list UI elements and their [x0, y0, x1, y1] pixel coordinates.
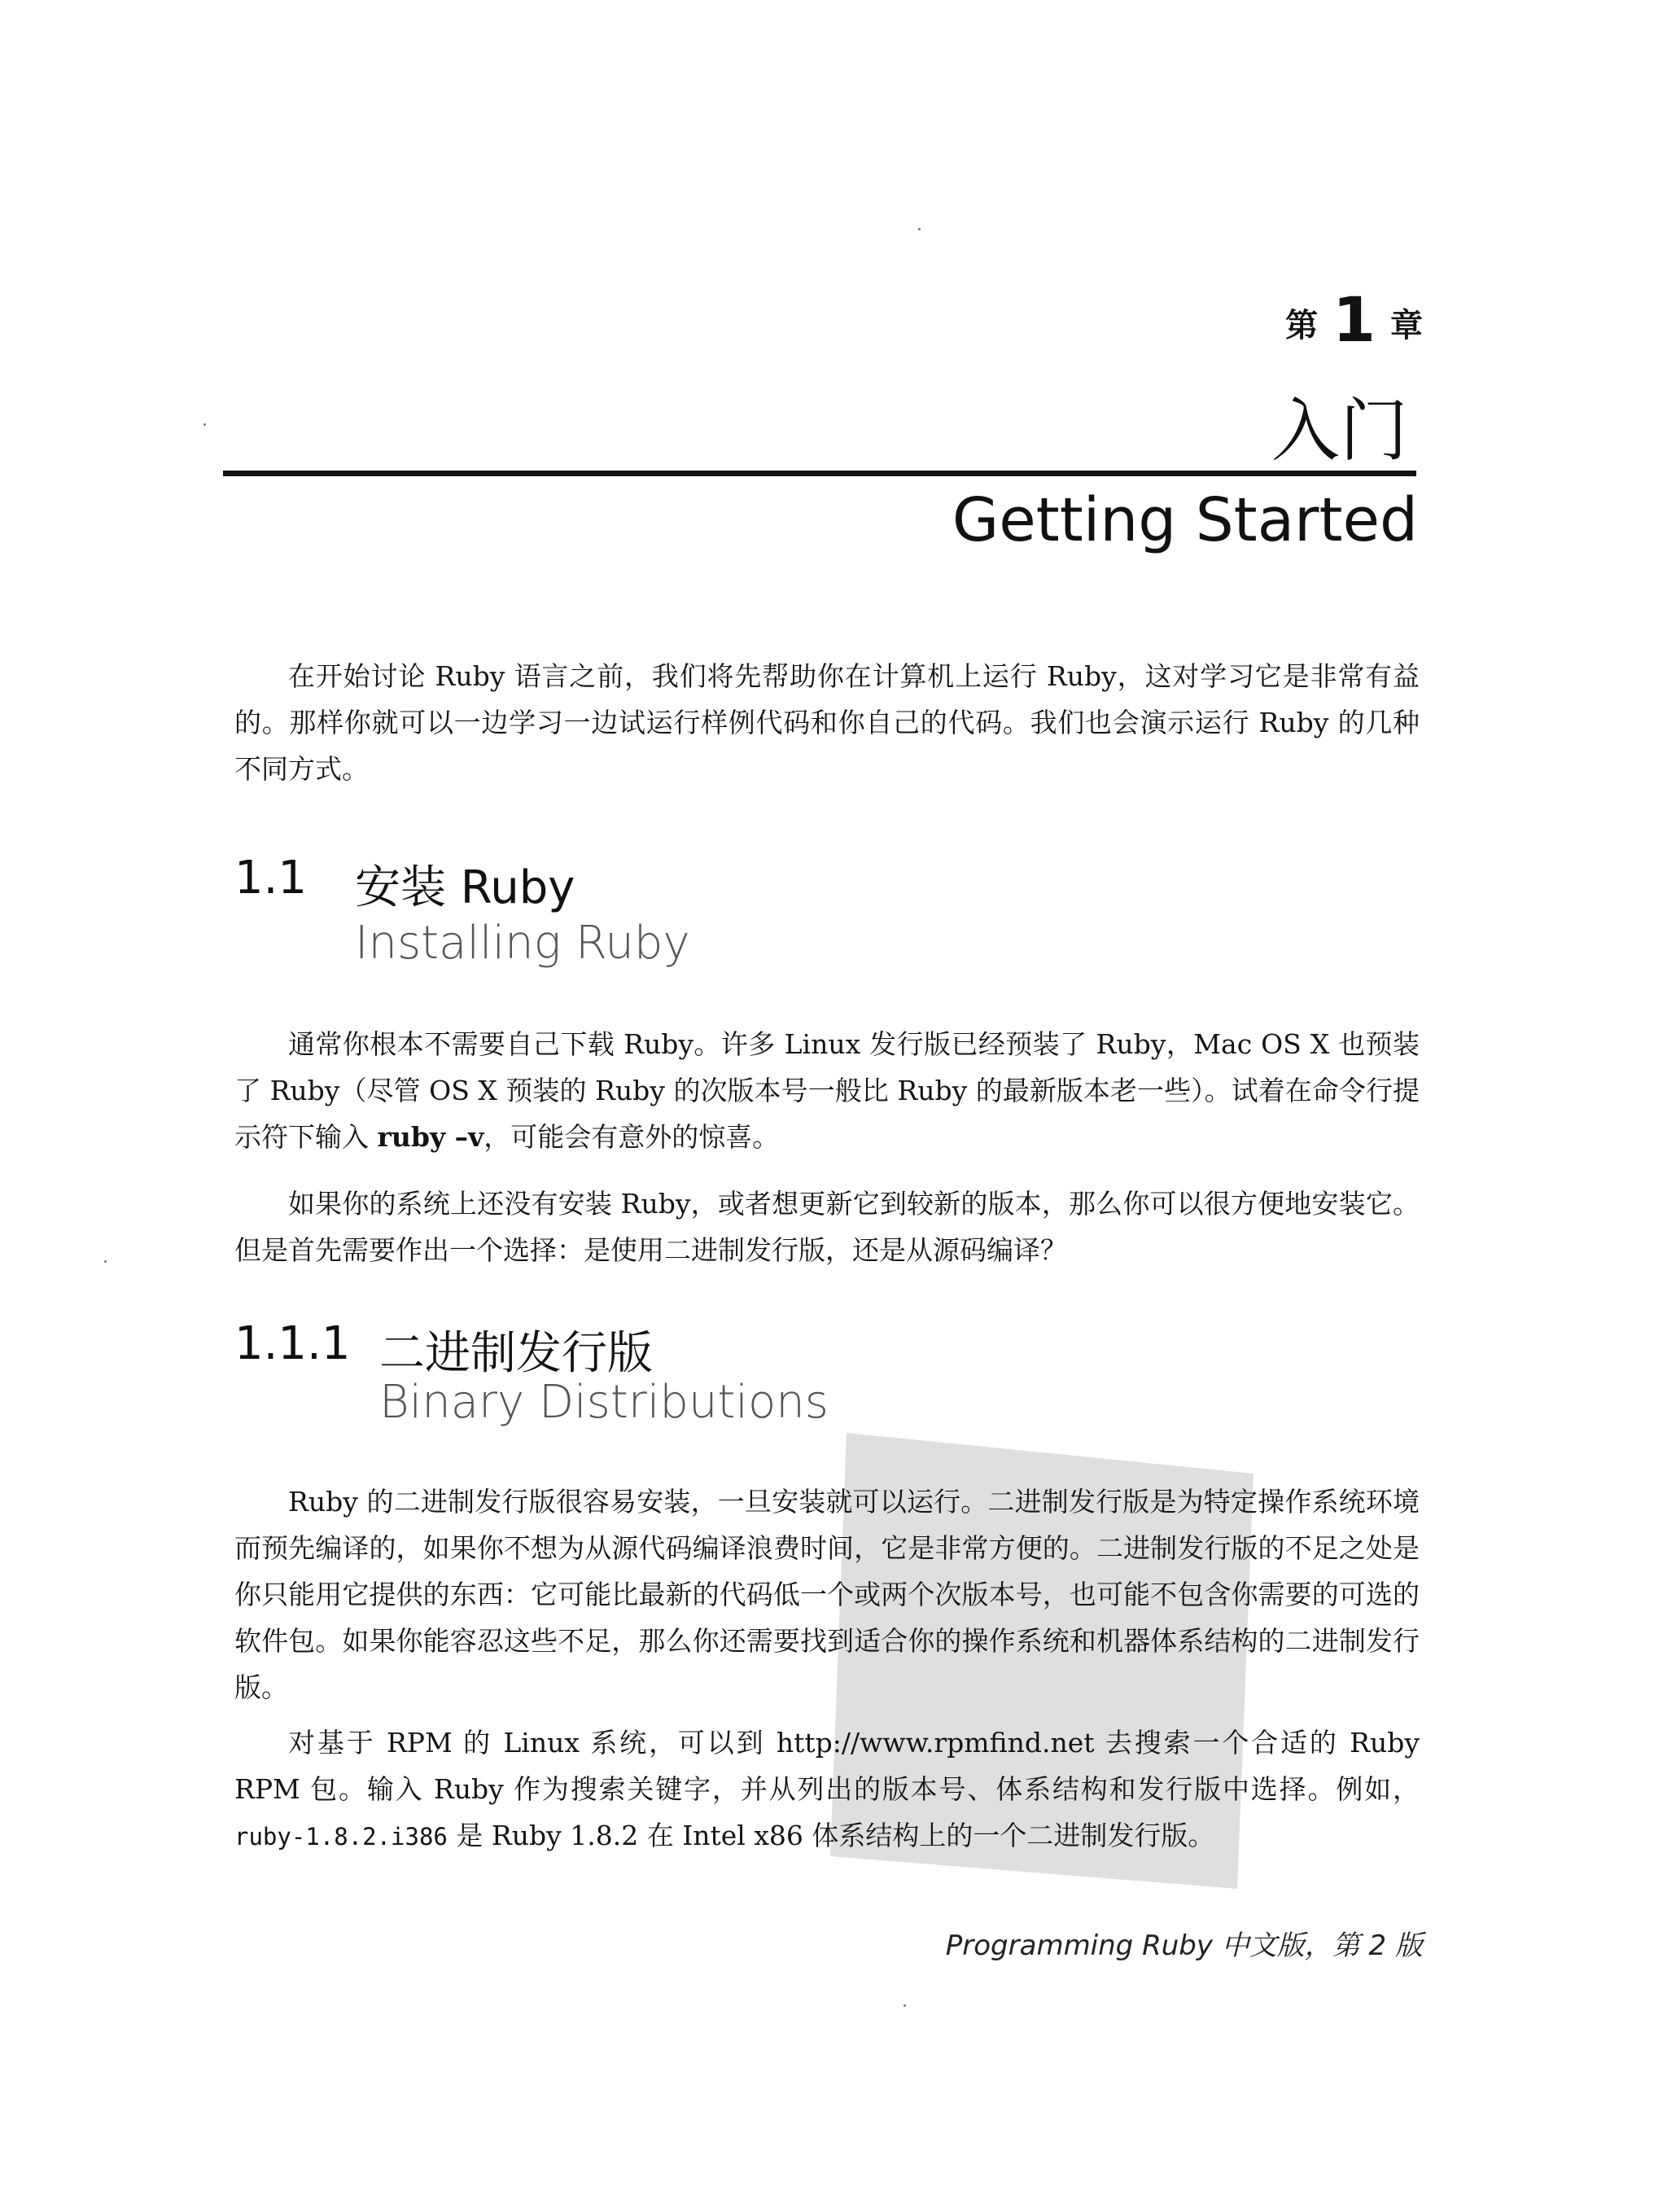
section-title-en: Installing Ruby	[355, 917, 690, 970]
section-title-cn: 安装 Ruby	[355, 861, 575, 914]
paragraph: 通常你根本不需要自己下载 Ruby。许多 Linux 发行版已经预装了 Ruby，Mac OS X 也预装了 Ruby（尽管 OS X 预装的 Ruby 的次版本号一般比 Ruby 的最新版本老一些）。试着在命令行提示符下输入 ruby –v，可能会有意外的惊喜。	[234, 1028, 1420, 1153]
paragraph: Ruby 的二进制发行版很容易安装，一旦安装就可以运行。二进制发行版是为特定操作系统环境而预先编译的，如果你不想为从源代码编译浪费时间，它是非常方便的。二进制发行版的不足之处是你只能用它提供的东西：它可能比最新的代码低一个或两个次版本号，也可能不包含你需要的可选的软件包。如果你能容忍这些不足，那么你还需要找到适合你的操作系统和机器体系结构的二进制发行版。	[234, 1486, 1420, 1703]
subsection-number: 1.1.1	[234, 1317, 351, 1370]
subsection-title-en: Binary Distributions	[379, 1376, 829, 1429]
paragraph: 如果你的系统上还没有安装 Ruby，或者想更新它到较新的版本，那么你可以很方便地安装它。但是首先需要作出一个选择：是使用二进制发行版，还是从源码编译？	[234, 1188, 1420, 1266]
page-footer: Programming Ruby 中文版，第 2 版	[945, 1929, 1423, 1962]
chapter-label: 第 1 章	[1285, 283, 1423, 356]
subsection-title-cn: 二进制发行版	[379, 1327, 653, 1380]
chapter-divider	[223, 471, 1416, 476]
scan-speck	[104, 1260, 107, 1263]
inline-code: ruby-1.8.2.i386	[234, 1823, 448, 1851]
section-number: 1.1	[234, 852, 308, 905]
paragraph: 对基于 RPM 的 Linux 系统，可以到 http://www.rpmfind.net 去搜索一个合适的 Ruby RPM 包。输入 Ruby 作为搜索关键字，并从列出的版本号、体系结构和发行版中选择。例如，ruby-1.8.2.i386 是 Ruby 1.8.2 在 Intel x86 体系结构上的一个二进制发行版。	[234, 1727, 1420, 1851]
chapter-title-cn: 入门	[1271, 391, 1408, 471]
scan-speck	[918, 228, 921, 230]
inline-command: ruby –v	[377, 1121, 484, 1153]
scan-speck	[904, 2004, 906, 2007]
chapter-title-en: Getting Started	[952, 485, 1418, 555]
scan-speck	[203, 423, 206, 426]
intro-paragraph: 在开始讨论 Ruby 语言之前，我们将先帮助你在计算机上运行 Ruby，这对学习它是非常有益的。那样你就可以一边学习一边试运行样例代码和你自己的代码。我们也会演示运行 Ruby 的几种不同方式。	[234, 660, 1420, 785]
chapter-number: 1	[1332, 283, 1376, 356]
